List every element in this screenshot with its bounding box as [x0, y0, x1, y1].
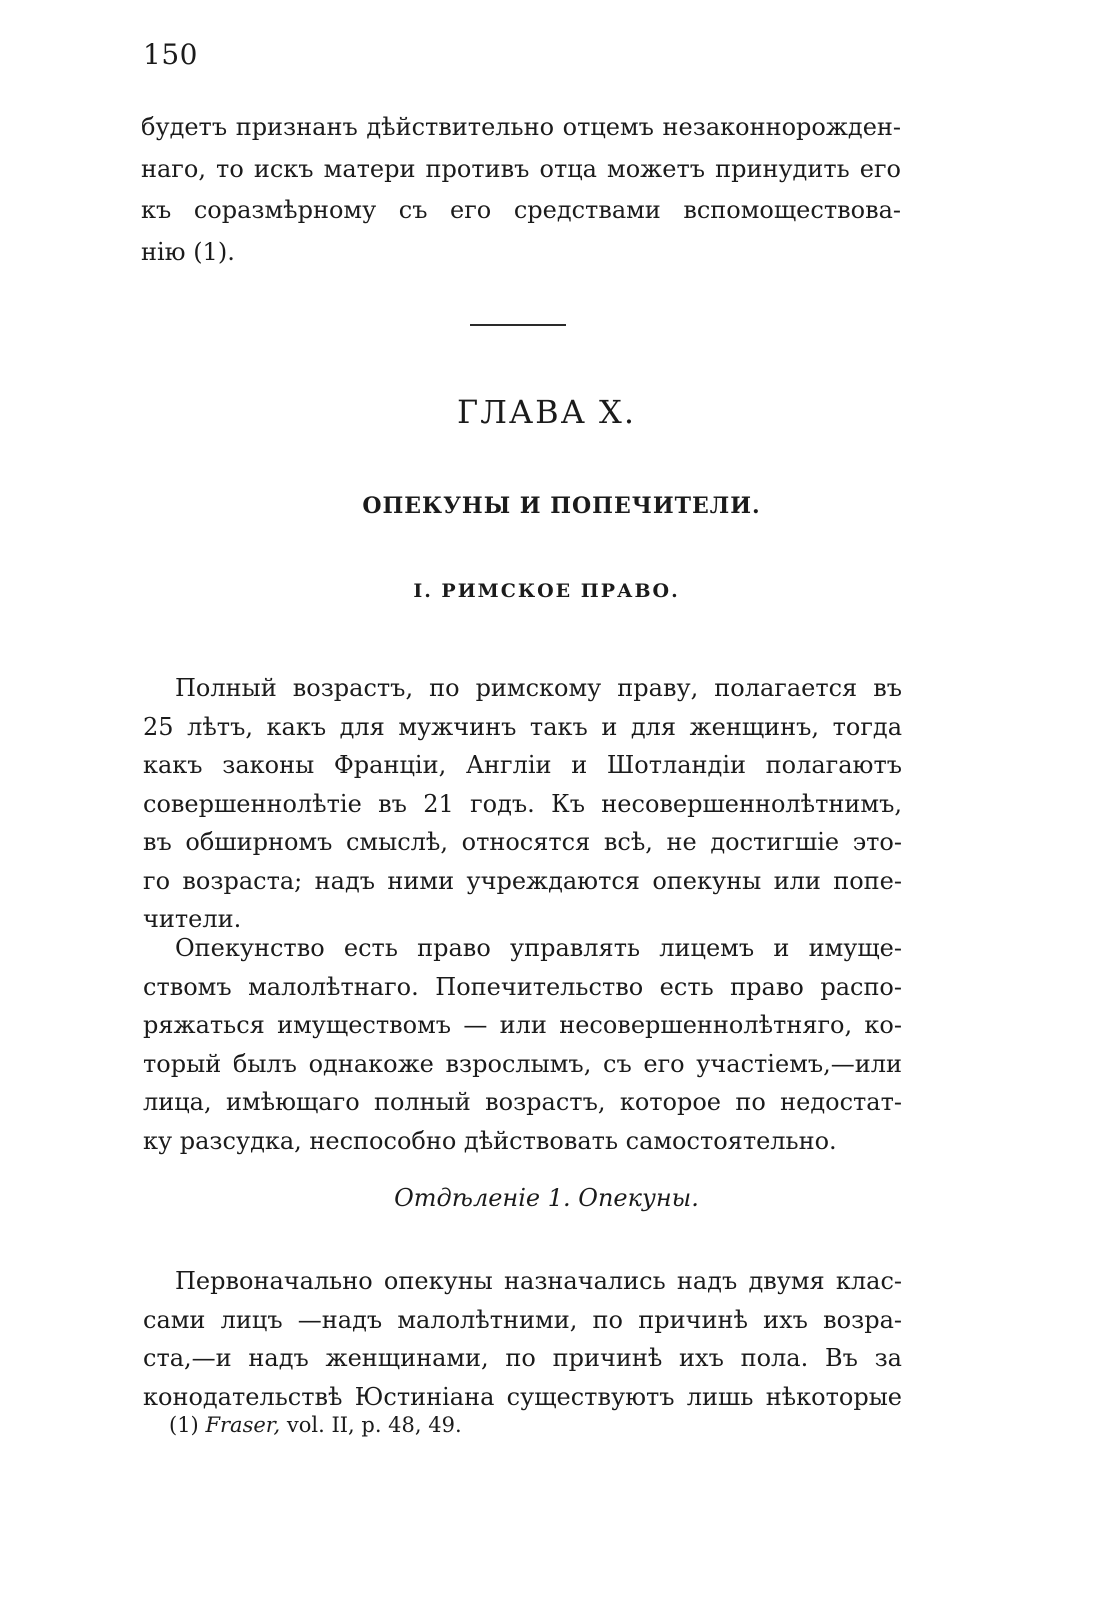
text-line: какъ законы Франціи, Англіи и Шотландіи полагаютъ — [143, 751, 902, 779]
chapter-title: ГЛАВА X. — [457, 393, 636, 431]
text-line: конодательствѣ Юстиніана существуютъ лишь нѣкоторые — [143, 1382, 902, 1411]
text-line: ста,—и надъ женщинами, по причинѣ ихъ пола. Въ за — [143, 1344, 902, 1372]
text-line: ряжаться имуществомъ — или несовершеннолѣтняго, ко- — [143, 1011, 902, 1039]
paragraph-full-age — [143, 669, 902, 939]
text-line: чители. — [143, 905, 242, 933]
text-line: торый былъ однакоже взрослымъ, съ его участіемъ,—или — [143, 1049, 902, 1078]
page-number: 150 — [143, 38, 198, 71]
text-line: лица, имѣющаго полный возрастъ, которое по недостат- — [143, 1088, 902, 1116]
chapter-subtitle: ОПЕКУНЫ И ПОПЕЧИТЕЛИ. — [362, 493, 761, 519]
continuation-paragraph — [141, 107, 901, 273]
text-line: въ обширномъ смыслѣ, относятся всѣ, не достигшіе это- — [143, 828, 902, 856]
footnote-marker: (1) — [169, 1413, 199, 1437]
text-line: 25 лѣтъ, какъ для мужчинъ такъ и для женщинъ, тогда — [143, 712, 902, 741]
text-line: нію (1). — [141, 237, 235, 266]
text-line: Опекунство есть право управлять лицемъ и имуще- — [175, 934, 902, 962]
section-title: I. РИМСКОЕ ПРАВО. — [413, 580, 680, 602]
footnote — [169, 1410, 462, 1440]
text-line: го возраста; надъ ними учреждаются опекуны или попе- — [143, 866, 902, 895]
text-line: къ соразмѣрному съ его средствами вспомоществова- — [141, 196, 901, 224]
text-line: будетъ признанъ дѣйствительно отцемъ незаконнорожден- — [141, 113, 901, 141]
text-line: Первоначально опекуны назначались надъ двумя клас- — [175, 1267, 902, 1295]
footnote-author: Fraser, — [205, 1413, 281, 1437]
text-line: наго, то искъ матери противъ отца можетъ принудить его — [141, 154, 901, 183]
section-divider — [470, 324, 566, 326]
paragraph-guardians-origin — [143, 1262, 902, 1416]
text-line: ствомъ малолѣтнаго. Попечительство есть право распо- — [143, 972, 902, 1001]
text-line: Полный возрастъ, по римскому праву, полагается въ — [175, 674, 902, 702]
paragraph-guardianship — [143, 929, 902, 1160]
text-line: совершеннолѣтіе въ 21 годъ. Къ несовершеннолѣтнимъ, — [143, 789, 902, 818]
department-heading: Отдѣленіе 1. Опекуны. — [394, 1184, 699, 1212]
text-line: сами лицъ —надъ малолѣтними, по причинѣ ихъ возра- — [143, 1305, 902, 1334]
footnote-reference: vol. II, p. 48, 49. — [286, 1413, 462, 1437]
text-line: ку разсудка, неспособно дѣйствовать самостоятельно. — [143, 1126, 837, 1155]
